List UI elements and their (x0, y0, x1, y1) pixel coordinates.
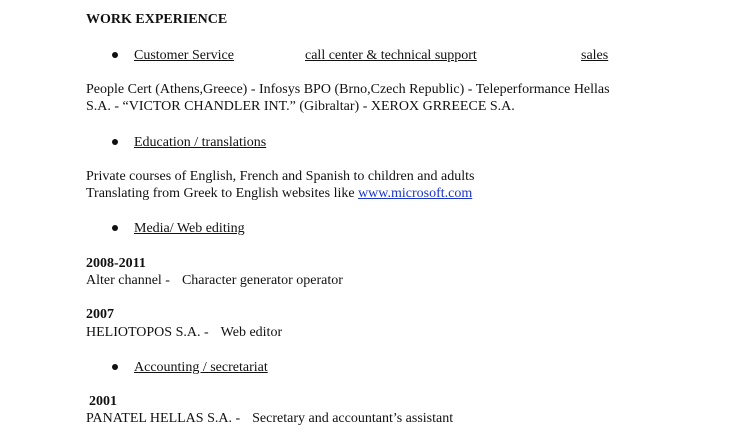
education-line-1: Private courses of English, French and Spanish to children and adults (86, 169, 475, 184)
job-employer: HELIOTOPOS S.A. - (86, 325, 209, 340)
job-line (86, 410, 453, 427)
call-center-label: call center & technical support (305, 48, 477, 63)
job-year: 2001 (89, 394, 117, 409)
education-line-2-text: Translating from Greek to English websites like (86, 186, 359, 201)
bullet-icon (112, 225, 118, 231)
section-title: WORK EXPERIENCE (86, 12, 228, 27)
bullet-icon (112, 139, 118, 145)
job-role: Secretary and accountant’s assistant (252, 411, 454, 426)
job-line (86, 324, 282, 341)
job-role: Character generator operator (181, 273, 343, 288)
job-role: Web editor (220, 325, 283, 340)
bullet-icon (112, 364, 118, 370)
job-line (86, 272, 343, 289)
bullet-icon (112, 52, 118, 58)
sales-label: sales (581, 48, 609, 63)
companies-line-1: People Cert (Athens,Greece) - Infosys BPO (Brno,Czech Republic) - Teleperformance Hellas (86, 82, 610, 97)
accounting-title: Accounting / secretariat (134, 360, 268, 375)
education-title: Education / translations (134, 135, 267, 150)
media-title: Media/ Web editing (134, 221, 245, 236)
microsoft-link[interactable]: www.microsoft.com (358, 186, 473, 201)
job-year: 2008-2011 (86, 256, 146, 271)
education-line-2 (86, 185, 472, 202)
customer-service-label: Customer Service (134, 48, 234, 63)
bullet-customer-service (86, 47, 726, 64)
companies-line-2: S.A. - “VICTOR CHANDLER INT.” (Gibraltar) - XEROX GRREECE S.A. (86, 99, 515, 114)
bullet-accounting (86, 359, 726, 376)
job-year: 2007 (86, 307, 114, 322)
bullet-media (86, 220, 726, 237)
bullet-education (86, 134, 726, 151)
job-employer: PANATEL HELLAS S.A. - (86, 411, 241, 426)
job-employer: Alter channel - (86, 273, 170, 288)
